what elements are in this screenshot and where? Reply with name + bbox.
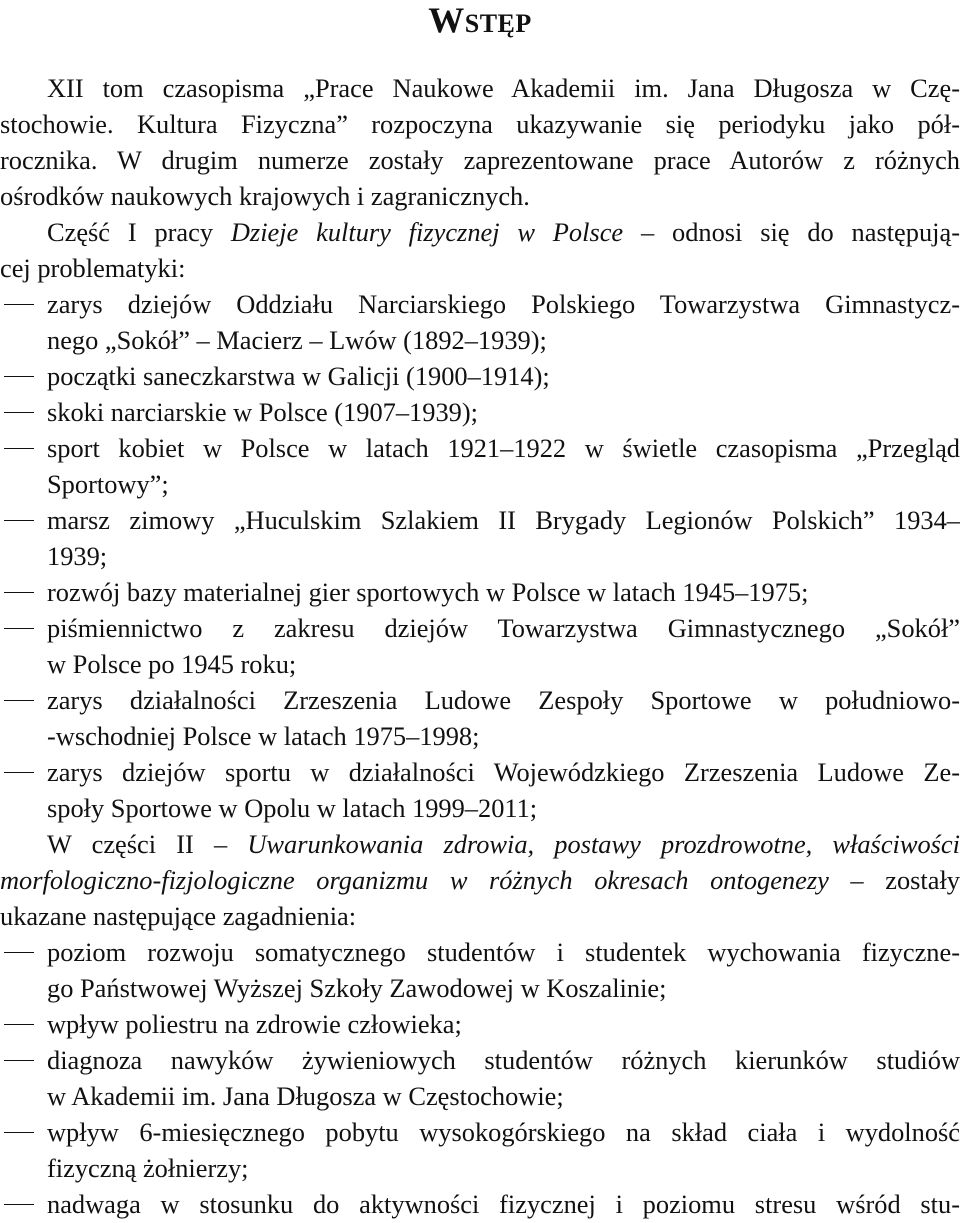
list-item-cont: Sportowy”; — [47, 469, 169, 499]
paragraph-line: morfologiczno-fizjologiczne organizmu w różnych okresach ontogenezy – zostały — [0, 865, 960, 895]
list-item-cont: w Polsce po 1945 roku; — [47, 649, 297, 679]
dash-bullet — [4, 412, 34, 413]
list-item: wpływ poliestru na zdrowie człowieka; — [0, 1006, 960, 1042]
paragraph-line: Część I pracy Dzieje kultury fizycznej w Polsce – odnosi się do następują- — [47, 217, 960, 247]
list-item: skoki narciarskie w Polsce (1907–1939); — [0, 394, 960, 430]
paragraph-line: cej problematyki: — [0, 253, 186, 283]
list-item: zarys dziejów Oddziału Narciarskiego Polskiego Towarzystwa Gimnastycz- — [0, 286, 960, 322]
dash-bullet — [4, 952, 34, 953]
dash-bullet — [4, 700, 34, 701]
list-item-cont: nego „Sokół” – Macierz – Lwów (1892–1939); — [47, 325, 547, 355]
list-item: poziom rozwoju somatycznego studentów i studentek wychowania fizyczne- — [0, 934, 960, 970]
paragraph-line: stochowie. Kultura Fizyczna” rozpoczyna ukazywanie się periodyku jako pół- — [0, 109, 960, 139]
dash-bullet — [4, 772, 34, 773]
list-item: zarys działalności Zrzeszenia Ludowe Zespoły Sportowe w południowo- — [0, 682, 960, 718]
list-item: wpływ 6-miesięcznego pobytu wysokogórskiego na skład ciała i wydolność — [0, 1114, 960, 1150]
list-item-cont: 1939; — [47, 541, 108, 571]
page-title — [0, 0, 960, 44]
list-item: rozwój bazy materialnej gier sportowych w Polsce w latach 1945–1975; — [0, 574, 960, 610]
title-initial: W — [428, 0, 465, 40]
paragraph-line: ukazane następujące zagadnienia: — [0, 901, 357, 931]
dash-bullet — [4, 1024, 34, 1025]
dash-bullet — [4, 1132, 34, 1133]
dash-bullet — [4, 592, 34, 593]
dash-bullet — [4, 304, 34, 305]
list-item: początki saneczkarstwa w Galicji (1900–1914); — [0, 358, 960, 394]
dash-bullet — [4, 448, 34, 449]
title-rest: STĘP — [464, 9, 532, 38]
list-item-cont: społy Sportowe w Opolu w latach 1999–2011; — [47, 793, 538, 823]
dash-bullet — [4, 376, 34, 377]
list-item: zarys dziejów sportu w działalności Wojewódzkiego Zrzeszenia Ludowe Ze- — [0, 754, 960, 790]
dash-bullet — [4, 520, 34, 521]
dash-bullet — [4, 628, 34, 629]
list-item: sport kobiet w Polsce w latach 1921–1922 w świetle czasopisma „Przegląd — [0, 430, 960, 466]
list-item: nadwaga w stosunku do aktywności fizycznej i poziomu stresu wśród stu- — [0, 1186, 960, 1222]
list-item-cont: -wschodniej Polsce w latach 1975–1998; — [47, 721, 480, 751]
list-item-cont: go Państwowej Wyższej Szkoły Zawodowej w Koszalinie; — [47, 973, 667, 1003]
list-item: piśmiennictwo z zakresu dziejów Towarzystwa Gimnastycznego „Sokół” — [0, 610, 960, 646]
paragraph-line: W części II – Uwarunkowania zdrowia, postawy prozdrowotne, właściwości — [47, 829, 960, 859]
dash-bullet — [4, 1060, 34, 1061]
paragraph-line: XII tom czasopisma „Prace Naukowe Akademii im. Jana Długosza w Czę- — [47, 73, 960, 103]
list-item-cont: w Akademii im. Jana Długosza w Częstochowie; — [47, 1081, 564, 1111]
dash-bullet — [4, 1204, 34, 1205]
paragraph-line: rocznika. W drugim numerze zostały zaprezentowane prace Autorów z różnych — [0, 145, 960, 175]
list-item: diagnoza nawyków żywieniowych studentów różnych kierunków studiów — [0, 1042, 960, 1078]
paragraph-line: ośrodków naukowych krajowych i zagranicznych. — [0, 181, 530, 211]
list-item-cont: fizyczną żołnierzy; — [47, 1153, 249, 1183]
list-item: marsz zimowy „Huculskim Szlakiem II Brygady Legionów Polskich” 1934– — [0, 502, 960, 538]
